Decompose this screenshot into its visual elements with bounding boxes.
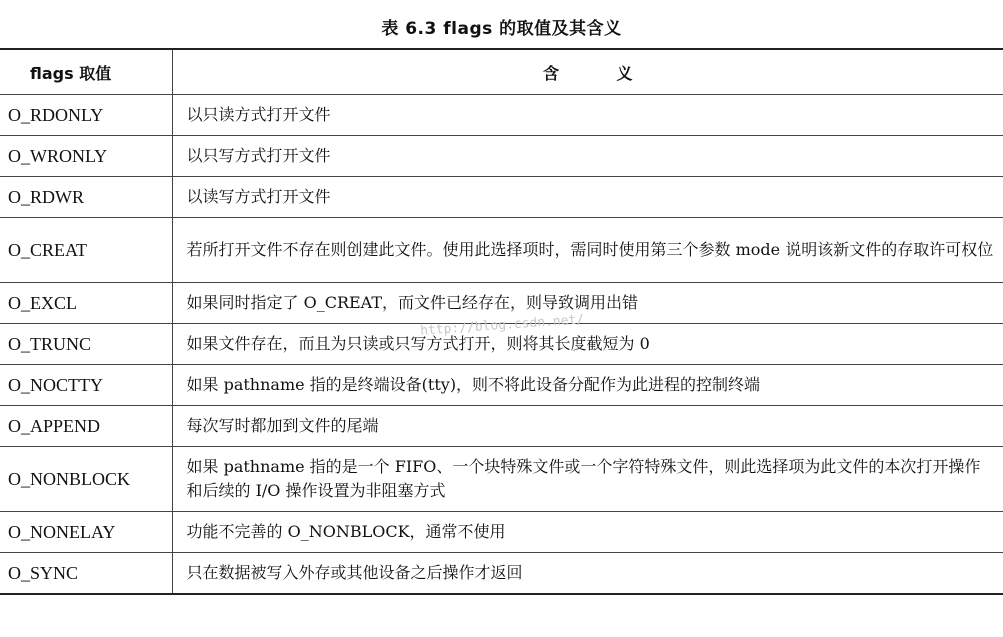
flag-cell: O_APPEND [0,406,172,447]
flag-cell: O_WRONLY [0,136,172,177]
table-caption: 表 6.3 flags 的取值及其含义 [381,19,622,39]
table-row [0,553,1003,595]
description-cell: 如果同时指定了 O_CREAT，而文件已经存在，则导致调用出错 [172,283,1003,324]
flag-cell: O_CREAT [0,218,172,283]
description-cell: 功能不完善的 O_NONBLOCK，通常不使用 [172,512,1003,553]
table-row [0,136,1003,177]
flag-cell: O_NONBLOCK [0,447,172,512]
description-cell: 如果 pathname 指的是一个 FIFO、一个块特殊文件或一个字符特殊文件，则此选择项为此文件的本次打开操作和后续的 I/O 操作设置为非阻塞方式 [172,447,1003,512]
flag-cell: O_NONELAY [0,512,172,553]
table-row [0,406,1003,447]
description-cell: 以只写方式打开文件 [172,136,1003,177]
column-header-flag: flags 取值 [0,49,172,95]
description-cell: 以读写方式打开文件 [172,177,1003,218]
flag-cell: O_RDONLY [0,95,172,136]
description-cell: 如果文件存在，而且为只读或只写方式打开，则将其长度截短为 0 [172,324,1003,365]
description-cell: 若所打开文件不存在则创建此文件。使用此选择项时，需同时使用第三个参数 mode 说明该新文件的存取许可权位 [172,218,1003,283]
table-header-row [0,49,1003,95]
flag-cell: O_RDWR [0,177,172,218]
table-row [0,218,1003,283]
table-row [0,365,1003,406]
flags-table [0,48,1003,595]
flag-cell: O_SYNC [0,553,172,595]
flags-table-container [0,48,1003,595]
table-row [0,512,1003,553]
flag-cell: O_TRUNC [0,324,172,365]
description-cell: 以只读方式打开文件 [172,95,1003,136]
table-row [0,447,1003,512]
flag-cell: O_EXCL [0,283,172,324]
table-row [0,283,1003,324]
table-row [0,177,1003,218]
table-row [0,324,1003,365]
description-cell: 只在数据被写入外存或其他设备之后操作才返回 [172,553,1003,595]
column-header-meaning: 含 义 [172,49,1003,95]
flag-cell: O_NOCTTY [0,365,172,406]
description-cell: 如果 pathname 指的是终端设备(tty)，则不将此设备分配作为此进程的控制终端 [172,365,1003,406]
watermark: http://blog.csdn.net/ [419,312,585,339]
description-cell: 每次写时都加到文件的尾端 [172,406,1003,447]
table-row [0,95,1003,136]
